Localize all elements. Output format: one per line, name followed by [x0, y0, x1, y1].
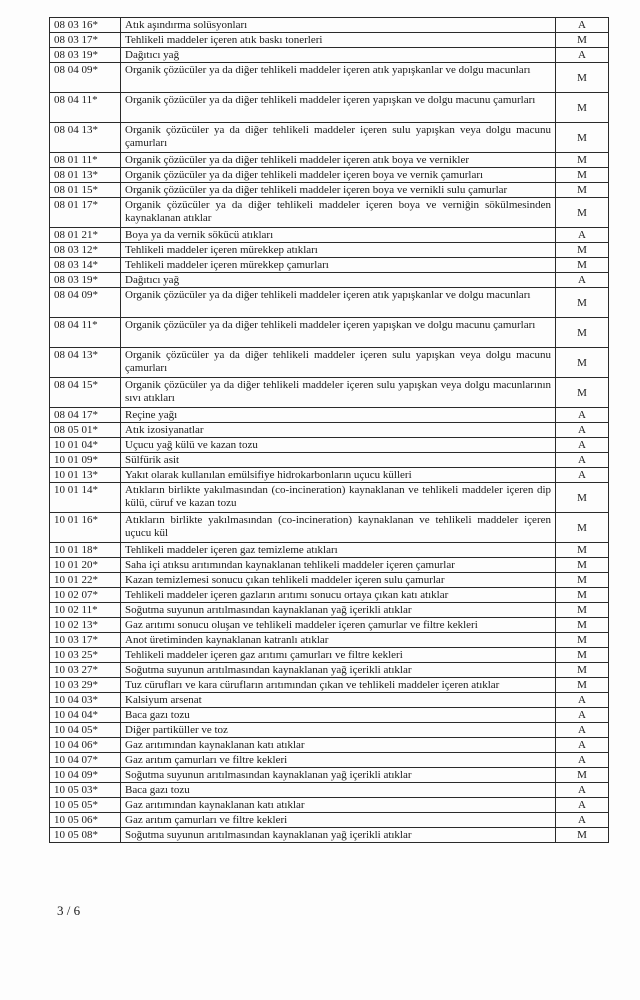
waste-class-cell: M [556, 618, 609, 633]
table-row [50, 663, 609, 678]
waste-description-cell: Reçine yağı [121, 408, 556, 423]
waste-description-cell: Organik çözücüler ya da diğer tehlikeli maddeler içeren sulu yapışkan veya dolgu macunlarının sıvı atıkları [121, 378, 556, 408]
waste-description-cell: Tehlikeli maddeler içeren atık baskı tonerleri [121, 33, 556, 48]
waste-description-cell: Saha içi atıksu arıtımından kaynaklanan tehlikeli maddeler içeren çamurlar [121, 558, 556, 573]
waste-class-cell: A [556, 438, 609, 453]
waste-description-cell: Soğutma suyunun arıtılmasından kaynaklanan yağ içerikli atıklar [121, 663, 556, 678]
waste-description-cell: Organik çözücüler ya da diğer tehlikeli maddeler içeren yapışkan ve dolgu macunu çamurları [121, 93, 556, 123]
waste-description-cell: Tehlikeli maddeler içeren gaz temizleme atıkları [121, 543, 556, 558]
waste-class-cell: M [556, 513, 609, 543]
table-row [50, 93, 609, 123]
waste-class-cell: M [556, 153, 609, 168]
waste-description-cell: Organik çözücüler ya da diğer tehlikeli maddeler içeren yapışkan ve dolgu macunu çamurları [121, 318, 556, 348]
waste-code-cell: 08 03 12* [50, 243, 121, 258]
table-row [50, 258, 609, 273]
table-row [50, 153, 609, 168]
waste-description-cell: Anot üretiminden kaynaklanan katranlı atıklar [121, 633, 556, 648]
table-row [50, 558, 609, 573]
waste-description-cell: Gaz arıtım çamurları ve filtre kekleri [121, 813, 556, 828]
waste-class-cell: A [556, 48, 609, 63]
waste-class-cell: M [556, 678, 609, 693]
waste-description-cell: Atıkların birlikte yakılmasından (co-incineration) kaynaklanan ve tehlikeli maddeler içeren dip külü, cüruf ve kazan tozu [121, 483, 556, 513]
waste-code-cell: 10 01 16* [50, 513, 121, 543]
waste-class-cell: A [556, 753, 609, 768]
waste-class-cell: M [556, 318, 609, 348]
waste-code-table [49, 17, 609, 843]
waste-code-cell: 08 04 11* [50, 318, 121, 348]
waste-class-cell: A [556, 813, 609, 828]
waste-code-cell: 08 03 17* [50, 33, 121, 48]
table-row [50, 408, 609, 423]
table-row [50, 468, 609, 483]
waste-class-cell: M [556, 33, 609, 48]
waste-code-cell: 10 04 04* [50, 708, 121, 723]
waste-description-cell: Organik çözücüler ya da diğer tehlikeli maddeler içeren sulu yapışkan veya dolgu macunu çamurları [121, 123, 556, 153]
table-row [50, 543, 609, 558]
waste-class-cell: M [556, 348, 609, 378]
table-row [50, 453, 609, 468]
waste-code-cell: 08 04 15* [50, 378, 121, 408]
waste-description-cell: Boya ya da vernik sökücü atıkları [121, 228, 556, 243]
waste-code-cell: 08 05 01* [50, 423, 121, 438]
waste-description-cell: Organik çözücüler ya da diğer tehlikeli maddeler içeren atık boya ve vernikler [121, 153, 556, 168]
waste-class-cell: A [556, 228, 609, 243]
table-row [50, 738, 609, 753]
waste-description-cell: Organik çözücüler ya da diğer tehlikeli maddeler içeren boya ve vernikli sulu çamurlar [121, 183, 556, 198]
waste-code-cell: 10 02 11* [50, 603, 121, 618]
waste-class-cell: M [556, 633, 609, 648]
waste-class-cell: M [556, 123, 609, 153]
table-row [50, 723, 609, 738]
waste-description-cell: Organik çözücüler ya da diğer tehlikeli maddeler içeren sulu yapışkan veya dolgu macunu çamurları [121, 348, 556, 378]
waste-description-cell: Organik çözücüler ya da diğer tehlikeli maddeler içeren atık yapışkanlar ve dolgu macunları [121, 63, 556, 93]
table-row [50, 273, 609, 288]
waste-code-table-body [50, 18, 609, 843]
table-row [50, 33, 609, 48]
waste-description-cell: Sülfürik asit [121, 453, 556, 468]
table-row [50, 708, 609, 723]
waste-code-cell: 08 01 17* [50, 198, 121, 228]
table-row [50, 18, 609, 33]
table-row [50, 168, 609, 183]
waste-class-cell: M [556, 183, 609, 198]
waste-description-cell: Yakıt olarak kullanılan emülsifiye hidrokarbonların uçucu külleri [121, 468, 556, 483]
table-row [50, 348, 609, 378]
waste-code-cell: 10 03 17* [50, 633, 121, 648]
waste-class-cell: A [556, 708, 609, 723]
waste-code-cell: 10 04 03* [50, 693, 121, 708]
table-row [50, 48, 609, 63]
table-row [50, 618, 609, 633]
waste-code-cell: 10 01 18* [50, 543, 121, 558]
waste-description-cell: Gaz arıtım çamurları ve filtre kekleri [121, 753, 556, 768]
waste-code-cell: 08 03 14* [50, 258, 121, 273]
waste-code-cell: 08 01 13* [50, 168, 121, 183]
table-row [50, 648, 609, 663]
waste-code-cell: 10 03 27* [50, 663, 121, 678]
table-row [50, 573, 609, 588]
waste-code-cell: 10 05 06* [50, 813, 121, 828]
waste-code-cell: 08 04 11* [50, 93, 121, 123]
waste-class-cell: A [556, 453, 609, 468]
waste-description-cell: Soğutma suyunun arıtılmasından kaynaklanan yağ içerikli atıklar [121, 768, 556, 783]
waste-code-cell: 10 01 22* [50, 573, 121, 588]
table-row [50, 783, 609, 798]
waste-class-cell: A [556, 468, 609, 483]
waste-description-cell: Tehlikeli maddeler içeren mürekkep atıkları [121, 243, 556, 258]
waste-code-cell: 08 04 13* [50, 123, 121, 153]
table-row [50, 378, 609, 408]
waste-code-cell: 10 03 29* [50, 678, 121, 693]
table-row [50, 123, 609, 153]
table-row [50, 183, 609, 198]
table-row [50, 483, 609, 513]
waste-description-cell: Diğer partiküller ve toz [121, 723, 556, 738]
waste-class-cell: M [556, 543, 609, 558]
waste-code-cell: 10 04 07* [50, 753, 121, 768]
waste-code-cell: 08 04 13* [50, 348, 121, 378]
waste-class-cell: M [556, 603, 609, 618]
waste-description-cell: Baca gazı tozu [121, 783, 556, 798]
waste-code-cell: 10 04 09* [50, 768, 121, 783]
waste-code-cell: 08 01 21* [50, 228, 121, 243]
table-row [50, 228, 609, 243]
waste-class-cell: M [556, 558, 609, 573]
waste-description-cell: Gaz arıtımından kaynaklanan katı atıklar [121, 798, 556, 813]
waste-description-cell: Tuz cürufları ve kara cürufların arıtımından çıkan ve tehlikeli maddeler içeren atıklar [121, 678, 556, 693]
table-row [50, 678, 609, 693]
table-row [50, 753, 609, 768]
waste-class-cell: M [556, 573, 609, 588]
waste-code-cell: 10 04 05* [50, 723, 121, 738]
waste-description-cell: Organik çözücüler ya da diğer tehlikeli maddeler içeren atık yapışkanlar ve dolgu macunları [121, 288, 556, 318]
waste-class-cell: A [556, 723, 609, 738]
waste-description-cell: Tehlikeli maddeler içeren gazların arıtımı sonucu ortaya çıkan katı atıklar [121, 588, 556, 603]
waste-description-cell: Dağıtıcı yağ [121, 48, 556, 63]
waste-class-cell: A [556, 738, 609, 753]
waste-description-cell: Baca gazı tozu [121, 708, 556, 723]
waste-description-cell: Atık izosiyanatlar [121, 423, 556, 438]
waste-class-cell: M [556, 168, 609, 183]
waste-class-cell: M [556, 378, 609, 408]
table-row [50, 423, 609, 438]
waste-class-cell: A [556, 693, 609, 708]
waste-description-cell: Tehlikeli maddeler içeren gaz arıtımı çamurları ve filtre kekleri [121, 648, 556, 663]
table-row [50, 828, 609, 843]
waste-class-cell: M [556, 243, 609, 258]
waste-description-cell: Gaz arıtımı sonucu oluşan ve tehlikeli maddeler içeren çamurlar ve filtre kekleri [121, 618, 556, 633]
waste-code-cell: 10 03 25* [50, 648, 121, 663]
waste-class-cell: A [556, 798, 609, 813]
waste-class-cell: M [556, 258, 609, 273]
waste-class-cell: M [556, 648, 609, 663]
waste-code-cell: 08 01 11* [50, 153, 121, 168]
waste-code-cell: 08 04 17* [50, 408, 121, 423]
waste-class-cell: A [556, 18, 609, 33]
waste-class-cell: A [556, 423, 609, 438]
waste-class-cell: M [556, 63, 609, 93]
waste-description-cell: Kazan temizlemesi sonucu çıkan tehlikeli maddeler içeren sulu çamurlar [121, 573, 556, 588]
waste-code-cell: 10 02 13* [50, 618, 121, 633]
waste-code-cell: 10 05 03* [50, 783, 121, 798]
table-row [50, 198, 609, 228]
waste-description-cell: Gaz arıtımından kaynaklanan katı atıklar [121, 738, 556, 753]
waste-description-cell: Atıkların birlikte yakılmasından (co-incineration) kaynaklanan ve tehlikeli maddeler içeren uçucu kül [121, 513, 556, 543]
table-row [50, 693, 609, 708]
waste-description-cell: Soğutma suyunun arıtılmasından kaynaklanan yağ içerikli atıklar [121, 603, 556, 618]
waste-code-cell: 10 01 09* [50, 453, 121, 468]
table-row [50, 438, 609, 453]
waste-code-cell: 08 03 19* [50, 273, 121, 288]
waste-code-cell: 10 05 05* [50, 798, 121, 813]
waste-description-cell: Organik çözücüler ya da diğer tehlikeli maddeler içeren boya ve vernik çamurları [121, 168, 556, 183]
waste-code-cell: 10 01 13* [50, 468, 121, 483]
waste-class-cell: M [556, 828, 609, 843]
waste-code-cell: 10 05 08* [50, 828, 121, 843]
waste-class-cell: A [556, 408, 609, 423]
waste-class-cell: A [556, 273, 609, 288]
waste-description-cell: Kalsiyum arsenat [121, 693, 556, 708]
waste-description-cell: Soğutma suyunun arıtılmasından kaynaklanan yağ içerikli atıklar [121, 828, 556, 843]
waste-code-cell: 08 03 16* [50, 18, 121, 33]
table-row [50, 288, 609, 318]
table-row [50, 603, 609, 618]
waste-code-cell: 10 02 07* [50, 588, 121, 603]
waste-class-cell: M [556, 483, 609, 513]
waste-code-cell: 08 01 15* [50, 183, 121, 198]
waste-description-cell: Organik çözücüler ya da diğer tehlikeli maddeler içeren boya ve verniğin sökülmesinden kaynaklanan atıklar [121, 198, 556, 228]
waste-code-cell: 08 03 19* [50, 48, 121, 63]
waste-class-cell: M [556, 663, 609, 678]
table-row [50, 318, 609, 348]
table-row [50, 633, 609, 648]
waste-description-cell: Uçucu yağ külü ve kazan tozu [121, 438, 556, 453]
table-row [50, 813, 609, 828]
table-row [50, 798, 609, 813]
waste-class-cell: M [556, 93, 609, 123]
table-row [50, 513, 609, 543]
waste-class-cell: M [556, 588, 609, 603]
table-row [50, 768, 609, 783]
waste-description-cell: Atık aşındırma solüsyonları [121, 18, 556, 33]
waste-code-cell: 08 04 09* [50, 63, 121, 93]
waste-description-cell: Dağıtıcı yağ [121, 273, 556, 288]
waste-code-cell: 10 04 06* [50, 738, 121, 753]
waste-class-cell: A [556, 783, 609, 798]
table-row [50, 243, 609, 258]
waste-code-cell: 10 01 04* [50, 438, 121, 453]
waste-code-cell: 10 01 14* [50, 483, 121, 513]
waste-class-cell: M [556, 198, 609, 228]
table-row [50, 63, 609, 93]
waste-code-cell: 08 04 09* [50, 288, 121, 318]
table-row [50, 588, 609, 603]
waste-class-cell: M [556, 288, 609, 318]
waste-class-cell: M [556, 768, 609, 783]
page-number: 3 / 6 [57, 903, 81, 918]
waste-code-cell: 10 01 20* [50, 558, 121, 573]
waste-description-cell: Tehlikeli maddeler içeren mürekkep çamurları [121, 258, 556, 273]
